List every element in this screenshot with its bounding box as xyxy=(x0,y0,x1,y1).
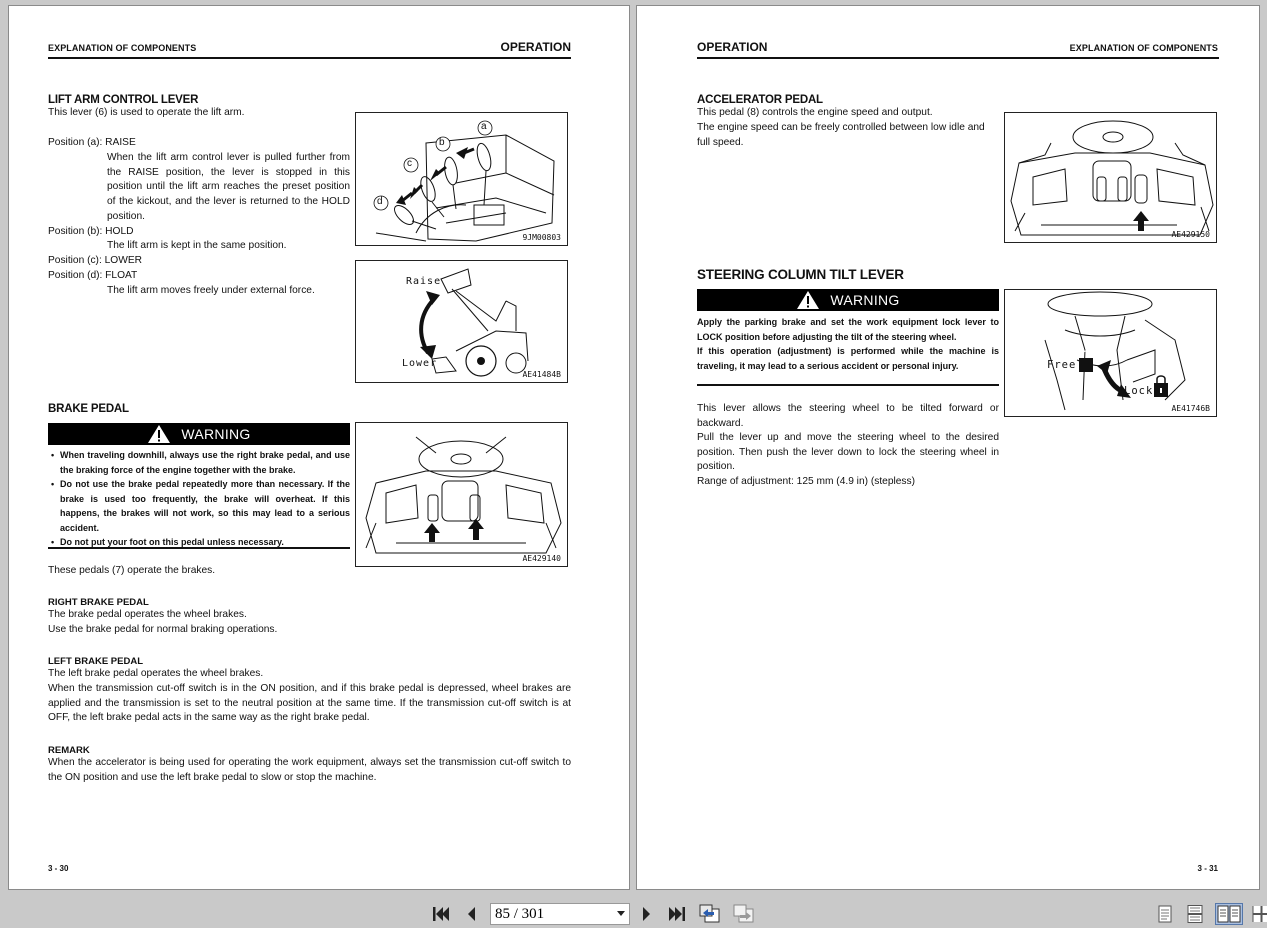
left-page xyxy=(8,5,630,890)
cab-floor-illustration-2 xyxy=(1005,113,1217,243)
next-page-icon xyxy=(642,906,652,922)
brake-warning-item: • Do not put your foot on this pedal unless necessary. xyxy=(60,535,350,550)
lock-label: Lock xyxy=(1124,385,1154,397)
back-view-button[interactable] xyxy=(699,906,721,922)
steering-body-p3: Range of adjustment: 125 mm (4.9 in) (stepless) xyxy=(697,476,915,487)
right-brake-line-1: The brake pedal operates the wheel brakes. xyxy=(48,609,247,620)
figure-code-ae41746b: AE41746B xyxy=(1171,404,1210,413)
remark-title: REMARK xyxy=(48,745,90,756)
label-d: d xyxy=(377,196,383,207)
brake-pedal-title: BRAKE PEDAL xyxy=(48,403,129,415)
back-view-icon xyxy=(699,904,721,924)
steering-title: STEERING COLUMN TILT LEVER xyxy=(697,267,904,282)
warning-triangle-icon xyxy=(147,424,171,444)
page-number-input[interactable] xyxy=(495,904,605,924)
prev-page-icon xyxy=(466,906,476,922)
cab-floor-illustration xyxy=(356,423,568,567)
facing-pages-view-icon xyxy=(1217,905,1241,923)
viewer-toolbar xyxy=(0,900,1267,928)
continuous-view-button[interactable] xyxy=(1186,906,1204,922)
brake-warning-label: WARNING xyxy=(181,426,251,442)
left-brake-title: LEFT BRAKE PEDAL xyxy=(48,656,143,667)
right-header-section: EXPLANATION OF COMPONENTS xyxy=(1069,43,1218,53)
first-page-icon xyxy=(432,906,450,922)
forward-view-button[interactable] xyxy=(733,906,755,922)
figure-code-9jm00803: 9JM00803 xyxy=(522,233,561,242)
figure-code-ae41484b: AE41484B xyxy=(522,370,561,379)
position-d-description: The lift arm moves freely under external force. xyxy=(107,285,315,296)
chevron-down-icon[interactable] xyxy=(617,911,625,916)
left-header-chapter: OPERATION xyxy=(500,40,571,54)
steering-column-illustration xyxy=(1005,290,1217,417)
brake-pedal-figure xyxy=(355,422,568,567)
single-page-view-button[interactable] xyxy=(1157,906,1173,922)
last-page-button[interactable] xyxy=(668,906,686,922)
first-page-button[interactable] xyxy=(432,906,450,922)
left-brake-line-2: When the transmission cut-off switch is in the ON position, and if this brake pedal is depressed, wheel brakes are applied and the transmission is set to the neutral position at the same time. If the transmission cut-off switch is at OFF, the left brake pedal acts in the same way as the right brake pedal. xyxy=(48,683,571,724)
free-label: Free xyxy=(1047,359,1077,371)
position-b-description: The lift arm is kept in the same position. xyxy=(107,240,287,251)
position-d-label: Position (d): FLOAT xyxy=(48,270,138,281)
label-c: c xyxy=(407,158,412,169)
steering-tilt-figure xyxy=(1004,289,1217,417)
position-b-label: Position (b): HOLD xyxy=(48,226,134,237)
facing-pages-view-button[interactable] xyxy=(1215,903,1243,925)
page-number-box[interactable] xyxy=(490,903,630,925)
right-page xyxy=(636,5,1260,890)
loader-illustration xyxy=(356,261,568,383)
accelerator-line-1: This pedal (8) controls the engine speed and output. xyxy=(697,107,933,118)
steering-warning-p1: Apply the parking brake and set the work equipment lock lever to LOCK position before adjusting the tilt of the steering wheel. xyxy=(697,317,999,342)
previous-page-button[interactable] xyxy=(465,906,477,922)
left-header-section: EXPLANATION OF COMPONENTS xyxy=(48,43,197,53)
label-a: a xyxy=(481,121,487,132)
steering-body-p2: Pull the lever up and move the steering wheel to the desired position. Then push the lever down to lock the steering wheel in position. xyxy=(697,432,999,473)
continuous-facing-view-icon xyxy=(1252,906,1267,922)
lift-arm-motion-figure xyxy=(355,260,568,383)
lift-arm-title: LIFT ARM CONTROL LEVER xyxy=(48,94,199,106)
lift-arm-intro: This lever (6) is used to operate the lift arm. xyxy=(48,107,245,118)
figure-code-ae429140: AE429140 xyxy=(522,554,561,563)
brake-warning-item: • When traveling downhill, always use the right brake pedal, and use the braking force of the engine together with the brake. xyxy=(60,448,350,477)
left-header-rule xyxy=(48,57,571,59)
last-page-icon xyxy=(668,906,686,922)
lever-illustration xyxy=(356,113,568,246)
brake-intro: These pedals (7) operate the brakes. xyxy=(48,565,216,576)
left-brake-line-1: The left brake pedal operates the wheel brakes. xyxy=(48,668,264,679)
accelerator-figure xyxy=(1004,112,1217,243)
right-brake-title: RIGHT BRAKE PEDAL xyxy=(48,597,149,608)
continuous-facing-view-button[interactable] xyxy=(1252,906,1267,922)
steering-warning-label: WARNING xyxy=(830,292,900,308)
position-c-label: Position (c): LOWER xyxy=(48,255,142,266)
position-a-label: Position (a): RAISE xyxy=(48,137,136,148)
right-header-rule xyxy=(697,57,1219,59)
right-header-chapter: OPERATION xyxy=(697,40,768,54)
lower-label: Lower xyxy=(402,358,438,369)
label-b: b xyxy=(439,137,445,148)
steering-body-p1: This lever allows the steering wheel to be tilted forward or backward. xyxy=(697,403,999,429)
accelerator-line-2: The engine speed can be freely controlled between low idle and full speed. xyxy=(697,122,985,148)
steering-warning-p2: If this operation (adjustment) is performed while the machine is traveling, it may lead to a serious accident or personal injury. xyxy=(697,346,999,371)
position-a-description: When the lift arm control lever is pulled further from the RAISE position, the lever is stopped in this position until the lift arm reaches the preset position of the kickout, and the lever is returned to the HOLD position. xyxy=(107,152,350,222)
brake-warning-item: • Do not use the brake pedal repeatedly more than necessary. If the brake is used too frequently, the brake will overheat. If this happens, the brakes will not work, so this may lead to a serious accident. xyxy=(60,477,350,535)
steering-warning-banner xyxy=(697,289,999,311)
lift-arm-lever-figure xyxy=(355,112,568,246)
steering-warning-end-rule xyxy=(697,384,999,386)
figure-code-ae429150: AE429150 xyxy=(1171,230,1210,239)
left-page-number: 3 - 30 xyxy=(48,864,69,873)
single-page-view-icon xyxy=(1157,905,1173,923)
brake-warning-text xyxy=(48,448,350,550)
right-page-number: 3 - 31 xyxy=(1197,864,1218,873)
brake-warning-banner xyxy=(48,423,350,445)
continuous-view-icon xyxy=(1186,905,1204,923)
unlock-icon xyxy=(1079,358,1093,372)
next-page-button[interactable] xyxy=(641,906,653,922)
right-brake-line-2: Use the brake pedal for normal braking operations. xyxy=(48,624,278,635)
forward-view-icon xyxy=(733,904,755,924)
brake-warning-end-rule xyxy=(48,547,350,549)
accelerator-title: ACCELERATOR PEDAL xyxy=(697,94,823,106)
warning-triangle-icon xyxy=(796,290,820,310)
remark-text: When the accelerator is being used for operating the work equipment, always set the transmission cut-off switch to the ON position and use the left brake pedal to slow or stop the machine. xyxy=(48,757,571,783)
raise-label: Raise xyxy=(406,276,442,287)
